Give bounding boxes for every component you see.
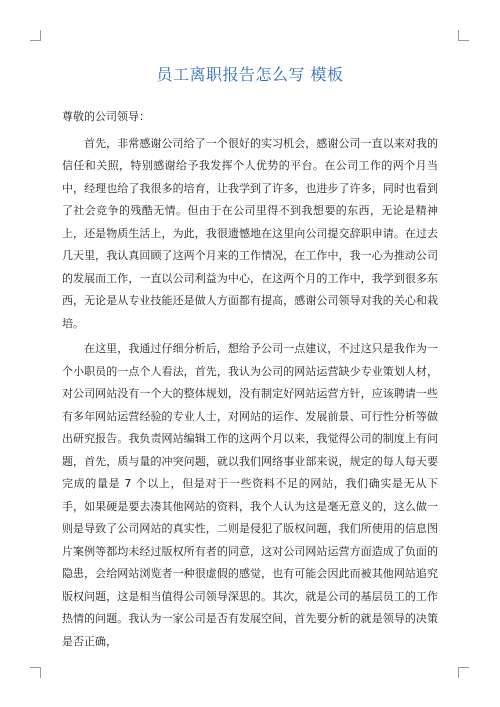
crop-mark-bottom-left — [30, 667, 41, 678]
crop-mark-top-right — [458, 30, 469, 41]
crop-mark-bottom-right — [458, 667, 469, 678]
crop-mark-top-left — [30, 30, 41, 41]
document-title: 员工离职报告怎么写 模板 — [156, 65, 344, 84]
document-body — [62, 106, 438, 653]
salutation: 尊敬的公司领导： — [62, 110, 150, 123]
body-paragraph-2: 在这里，我通过仔细分析后，想给予公司一点建议，不过这只是我作为一个小职员的一点个人看法，首先，我认为公司的网站运营缺少专业策划人材，对公司网站没有一个大的整体规划，没有制定好网站运营方针，应该聘请一些有多年网站运营经验的专业人士，对网站的运作、发展前景、可行性分析等做出研究报告。我负责网站编辑工作的这两个月以来，我觉得公司的制度上有问题，首先，质与量的冲突问题，就以我们网络事业部来说，规定的每人每天要完成的量是 7 个以上，但是对于一些资料不足的网站，我们确实是无从下手，如果硬是要去凑其他网站的资料，我个人认为这是毫无意义的，这么做一则是导致了公司网站的真实性，二则是侵犯了版权问题，我们所使用的信息图片案例等都均未经过版权所有者的同意，这对公司网站运营方面造成了负面的隐患，会给网站浏览者一种很虚假的感觉，也有可能会因此而被其他网站追究版权问题，这是相当值得公司领导深思的。其次，就是公司的基层员工的工作热情的问题。我认为一家公司是否有发展空间，首先要分析的就是领导的决策是否正确， — [62, 342, 438, 648]
body-paragraph-1: 首先，非常感谢公司给了一个很好的实习机会，感谢公司一直以来对我的信任和关照，特别感谢给予我发挥个人优势的平台。在公司工作的两个月当中，经理也给了我很多的培育，让我学到了许多，也进步了许多，同时也看到了社会竞争的残酷无情。但由于在公司里得不到我想要的东西，无论是精神上，还是物质生活上，为此，我很遗憾地在这里向公司提交辞职申请。在过去几天里，我认真回顾了这两个月来的工作情况，在工作中，我一心为推动公司的发展而工作，一直以公司利益为中心，在这两个月的工作中，我学到很多东西，无论是从专业技能还是做人方面都有提高，感谢公司领导对我的关心和栽培。 — [62, 136, 438, 330]
